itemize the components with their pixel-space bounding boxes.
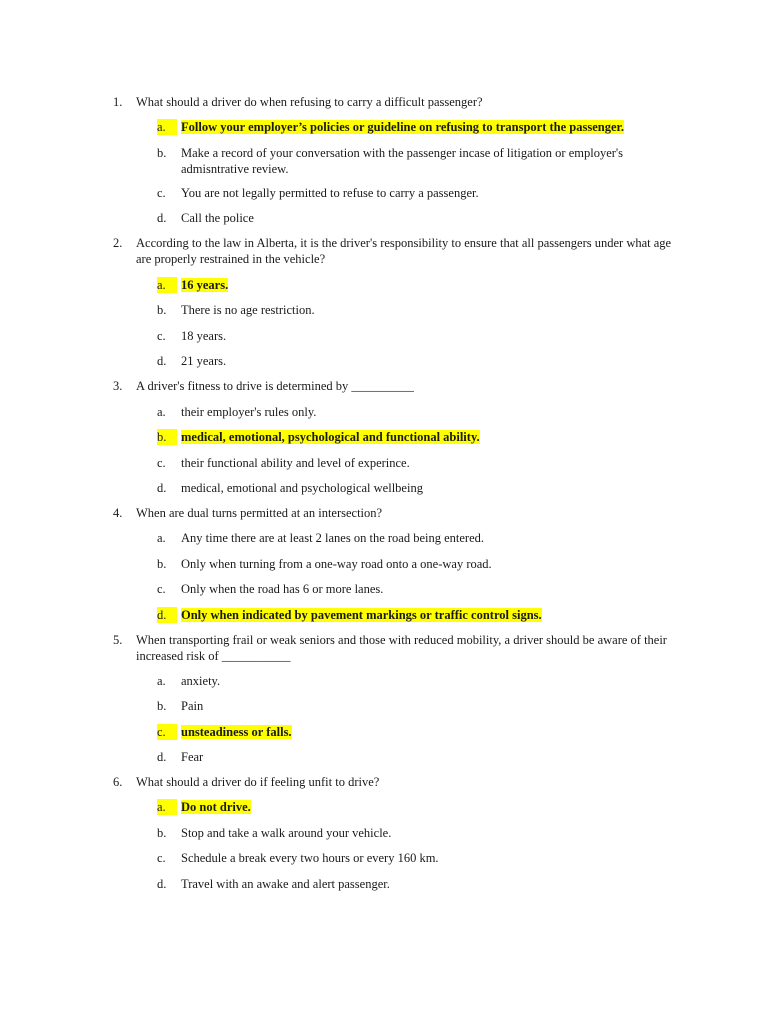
question-number: 6. — [113, 775, 123, 789]
answer-letter: d. — [157, 750, 167, 764]
answer-letter: b. — [157, 699, 167, 713]
answer-letter: b. — [157, 557, 167, 571]
answer-text: Make a record of your conversation with the passenger incase of litigation or employer's admisntrative review. — [181, 146, 624, 176]
answer-text: their functional ability and level of experince. — [181, 456, 410, 470]
answer-letter: d. — [157, 211, 167, 225]
answer-letter: c. — [157, 724, 177, 740]
answer-letter: c. — [157, 582, 166, 596]
question-number: 2. — [113, 236, 123, 250]
question-text: When are dual turns permitted at an intersection? — [136, 506, 383, 520]
answer-text: medical, emotional, psychological and functional ability. — [181, 430, 480, 444]
answer-text: Only when turning from a one-way road onto a one-way road. — [181, 557, 492, 571]
answer-letter: a. — [157, 799, 177, 815]
question-number: 1. — [113, 95, 123, 109]
answer-text: Fear — [181, 750, 204, 764]
answer-letter: c. — [157, 851, 166, 865]
answer-letter: b. — [157, 429, 177, 445]
answer-text: anxiety. — [181, 674, 221, 688]
answer-letter: c. — [157, 329, 166, 343]
answer-letter: b. — [157, 303, 167, 317]
answer-letter: a. — [157, 277, 177, 293]
question-number: 5. — [113, 633, 123, 647]
question-text: According to the law in Alberta, it is the driver's responsibility to ensure that all passengers under what age are properly restrained in the vehicle? — [136, 236, 672, 266]
answer-text: Follow your employer’s policies or guideline on refusing to transport the passenger. — [181, 120, 625, 134]
answer-letter: c. — [157, 456, 166, 470]
answer-text: unsteadiness or falls. — [181, 725, 292, 739]
answer-letter: c. — [157, 186, 166, 200]
answer-text: Only when the road has 6 or more lanes. — [181, 582, 384, 596]
answer-letter: a. — [157, 531, 166, 545]
question-text: When transporting frail or weak seniors and those with reduced mobility, a driver should be aware of their increased risk of ___________ — [136, 633, 667, 663]
answer-letter: d. — [157, 481, 167, 495]
answer-text: You are not legally permitted to refuse to carry a passenger. — [181, 186, 479, 200]
answer-letter: b. — [157, 826, 167, 840]
answer-letter: a. — [157, 405, 166, 419]
answer-letter: a. — [157, 119, 177, 135]
answer-text: medical, emotional and psychological wellbeing — [181, 481, 423, 495]
question-text: What should a driver do when refusing to carry a difficult passenger? — [136, 95, 483, 109]
answer-text: Any time there are at least 2 lanes on the road being entered. — [181, 531, 485, 545]
answer-letter: a. — [157, 674, 166, 688]
answer-text: their employer's rules only. — [181, 405, 317, 419]
answer-letter: d. — [157, 607, 177, 623]
answer-text: Do not drive. — [181, 800, 251, 814]
answer-text: Stop and take a walk around your vehicle. — [181, 826, 392, 840]
answer-letter: d. — [157, 354, 167, 368]
answer-text: There is no age restriction. — [181, 303, 315, 317]
answer-text: Only when indicated by pavement markings or traffic control signs. — [181, 608, 542, 622]
question-text: What should a driver do if feeling unfit to drive? — [136, 775, 380, 789]
answer-text: 16 years. — [181, 278, 229, 292]
question-text: A driver's fitness to drive is determined by __________ — [136, 379, 414, 393]
answer-text: 21 years. — [181, 354, 227, 368]
answer-text: Schedule a break every two hours or every 160 km. — [181, 851, 439, 865]
answer-letter: b. — [157, 146, 167, 160]
answer-text: Travel with an awake and alert passenger. — [181, 877, 390, 891]
answer-letter: d. — [157, 877, 167, 891]
question-number: 3. — [113, 379, 123, 393]
question-number: 4. — [113, 506, 123, 520]
answer-text: 18 years. — [181, 329, 227, 343]
answer-text: Call the police — [181, 211, 254, 225]
answer-text: Pain — [181, 699, 204, 713]
